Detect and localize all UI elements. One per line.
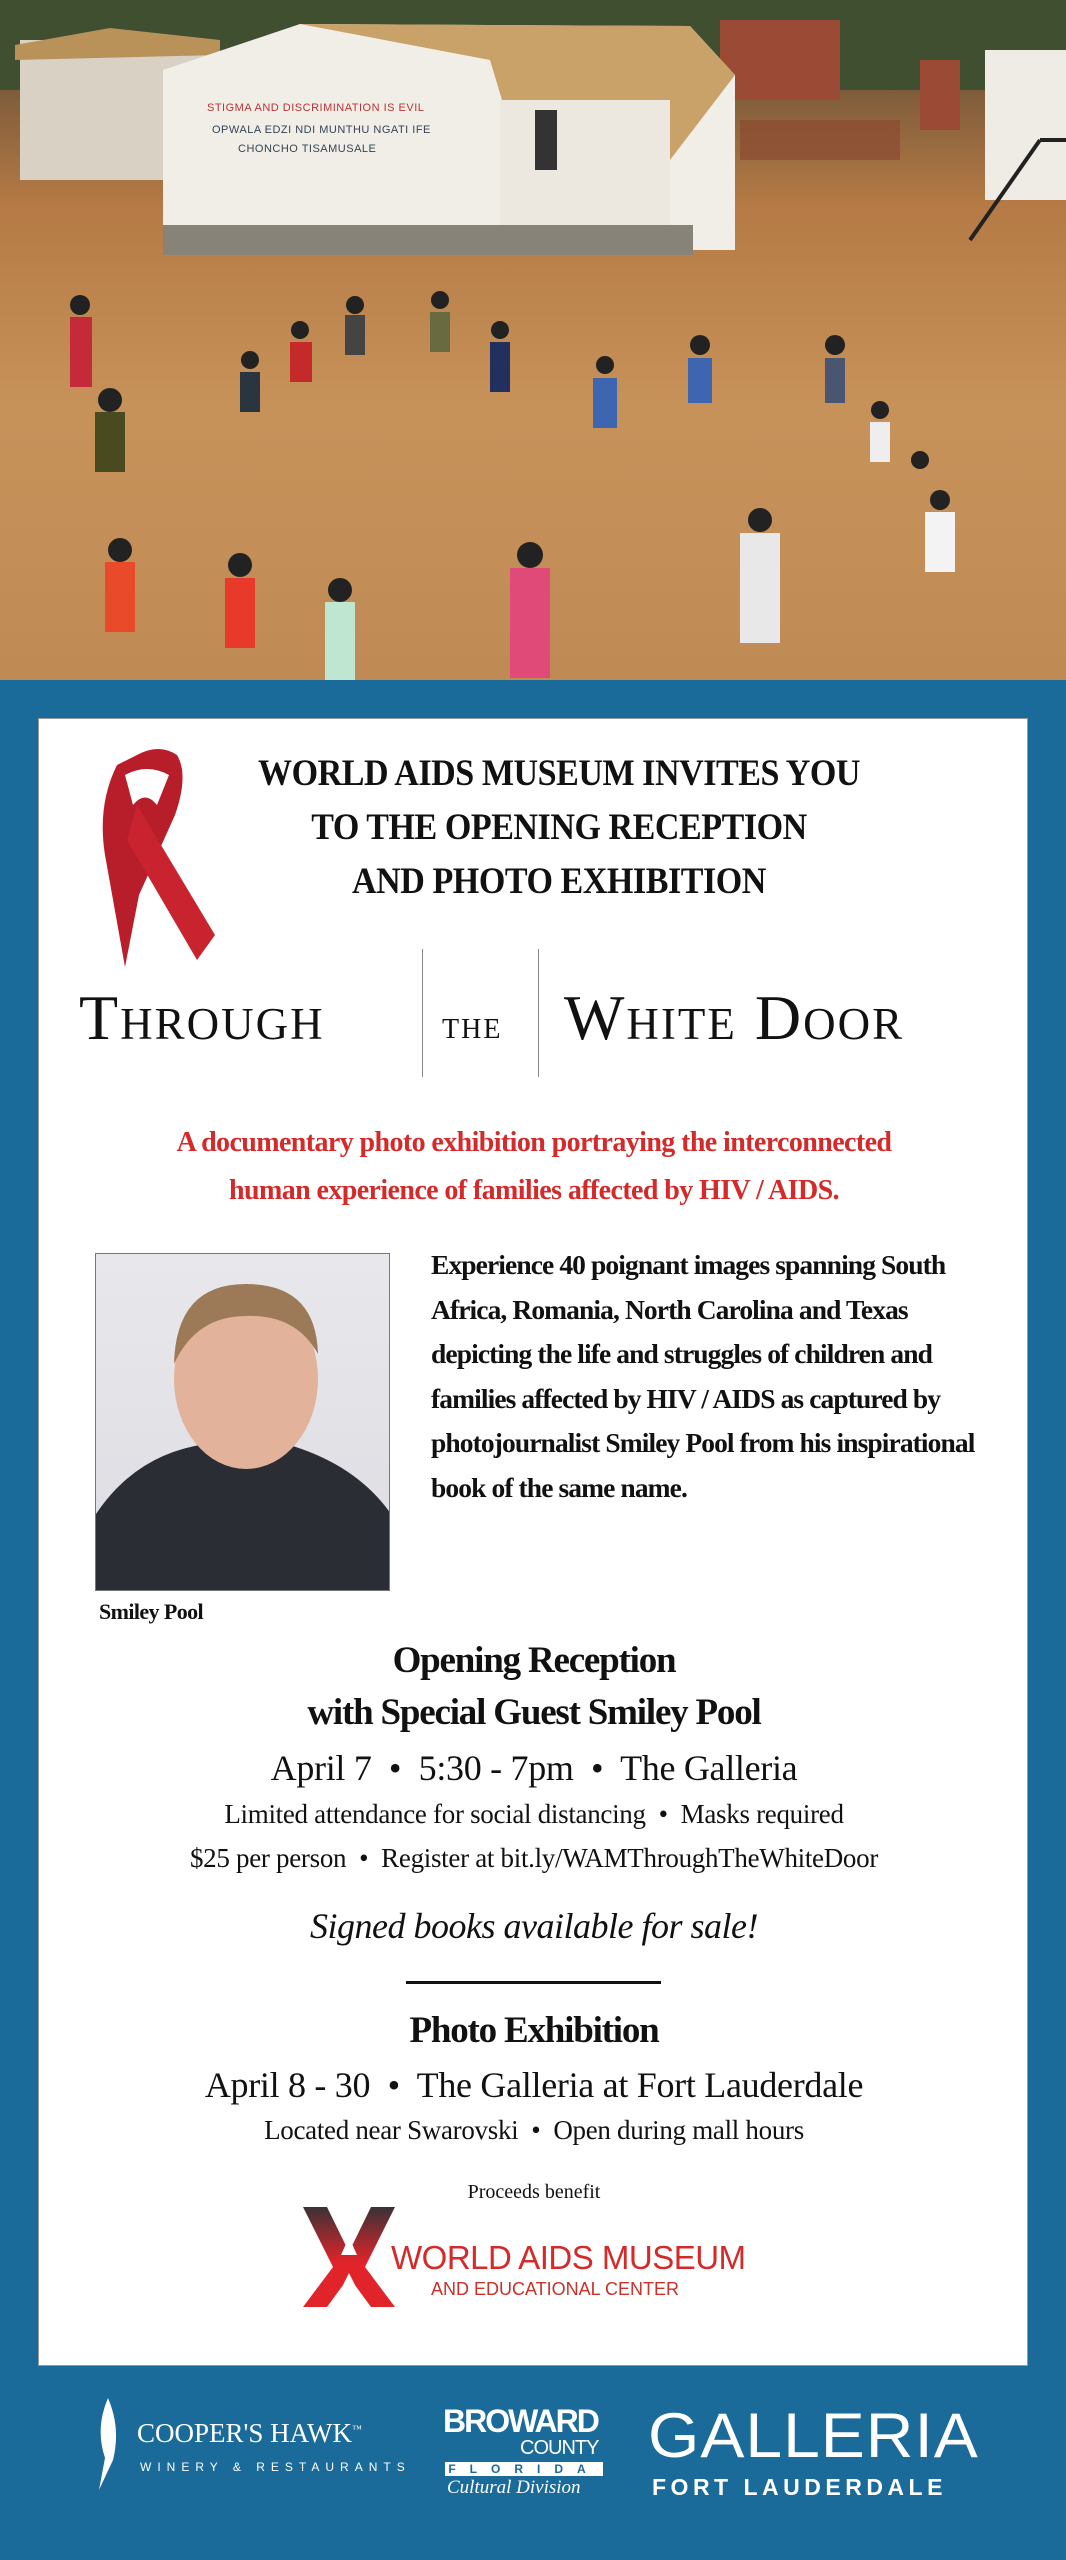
world-aids-museum-logo-icon <box>303 2207 395 2307</box>
hero-photo-illustration <box>0 0 1066 680</box>
portrait-caption: Smiley Pool <box>99 1599 204 1624</box>
wall-text-line: OPWALA EDZI NDI MUNTHU NGATI IFE <box>212 124 431 136</box>
invite-line: AND PHOTO EXHIBITION <box>352 861 766 902</box>
exhibition-when: April 8 - 30 • The Galleria at Fort Lauderdale <box>204 2065 864 2105</box>
beneficiary-sub: AND EDUCATIONAL CENTER <box>431 2279 680 2299</box>
coopers-hawk-name <box>137 2418 362 2449</box>
galleria-name: GALLERIA <box>648 2399 979 2471</box>
reception-price <box>39 1843 1029 1874</box>
exhibition-notes: Located near Swarovski • Open during mall hours <box>264 2115 804 2145</box>
reception-heading-guest: with Special Guest Smiley Pool <box>307 1692 761 1733</box>
portrait-illustration <box>96 1254 390 1591</box>
coopers-hawk-sub: WINERY & RESTAURANTS <box>140 2460 411 2474</box>
title-white-door: White Door <box>564 982 905 1053</box>
invite-line: WORLD AIDS MUSEUM INVITES YOU <box>258 753 860 794</box>
reception-heading: Opening Reception <box>392 1640 676 1681</box>
broward-line2: COUNTY <box>520 2437 599 2459</box>
invitation-card <box>38 718 1028 2366</box>
circle-of-people <box>70 291 955 680</box>
title-divider <box>538 949 539 1077</box>
tagline-line: A documentary photo exhibition portraying the interconnected <box>176 1127 892 1158</box>
beneficiary-name: WORLD AIDS MUSEUM <box>391 2239 746 2276</box>
reception-notes: Limited attendance for social distancing • Masks required <box>224 1799 844 1829</box>
trademark: ™ <box>351 2424 362 2435</box>
broward-line1: BROWARD <box>443 2403 598 2439</box>
hero-photo <box>0 0 1066 680</box>
invite-heading <box>149 747 969 909</box>
exhibition-heading: Photo Exhibition <box>409 2010 659 2051</box>
galleria-sub: FORT LAUDERDALE <box>652 2474 947 2500</box>
coopers-hawk-text: COOPER'S HAWK <box>137 2418 352 2448</box>
portrait-photo <box>95 1253 390 1591</box>
invite-line: TO THE OPENING RECEPTION <box>311 807 807 848</box>
broward-line4: Cultural Division <box>447 2477 581 2498</box>
reception-when: April 7 • 5:30 - 7pm • The Galleria <box>270 1748 798 1788</box>
tagline-line: human experience of families affected by HIV / AIDS. <box>229 1175 839 1206</box>
signed-books: Signed books available for sale! <box>310 1906 758 1946</box>
section-divider <box>406 1981 661 1984</box>
feather-icon <box>95 2398 121 2490</box>
wall-text-line: STIGMA AND DISCRIMINATION IS EVIL <box>207 102 425 114</box>
tagline <box>39 1119 1029 1215</box>
wall-text-line: CHONCHO TISAMUSALE <box>238 143 377 155</box>
proceeds-label: Proceeds benefit <box>467 2181 601 2203</box>
broward-line3: FLORIDA <box>445 2462 603 2476</box>
price-text: $25 per person • Register at <box>189 1843 501 1873</box>
description: Experience 40 poignant images spanning South Africa, Romania, North Carolina and Texas depicting the life and struggles of children and families affected by HIV / AIDS as captured by photojournalist Smiley Pool from his inspirational book of the same name. <box>431 1249 975 1503</box>
title-divider <box>422 949 423 1077</box>
title-the: the <box>442 1002 503 1047</box>
register-link[interactable]: bit.ly/WAMThroughTheWhiteDoor <box>500 1843 879 1873</box>
title-through: Through <box>79 982 325 1053</box>
